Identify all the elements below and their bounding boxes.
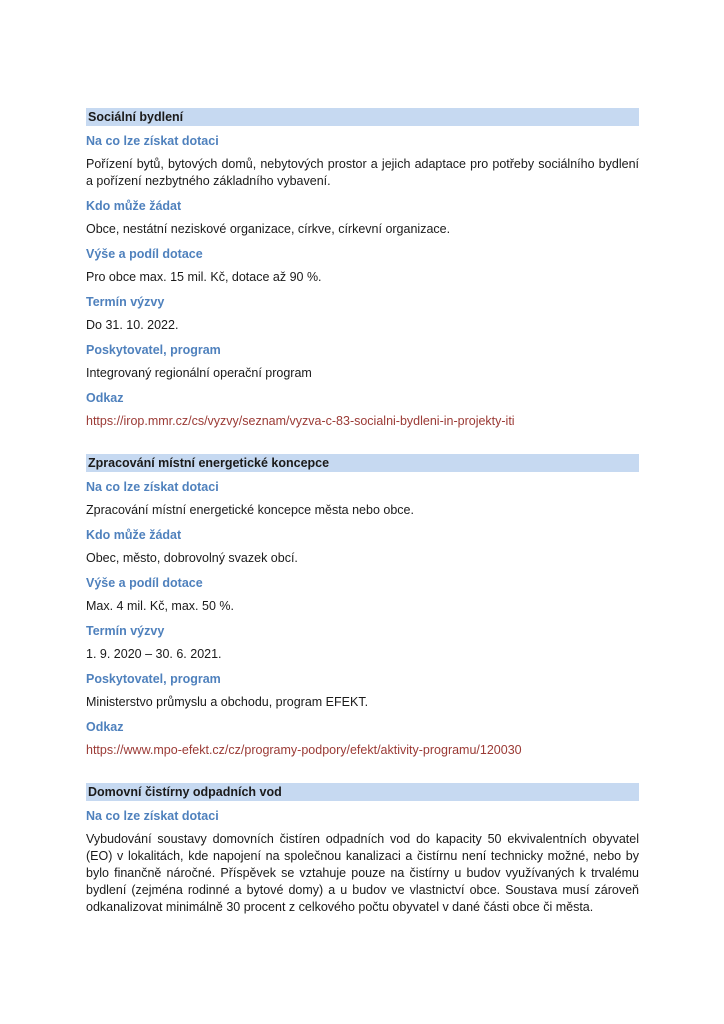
field-label-who: Kdo může žádat — [86, 199, 182, 213]
section-title: Domovní čistírny odpadních vod — [86, 783, 639, 801]
field-value-what: Vybudování soustavy domovních čistíren odpadních vod do kapacity 50 ekvivalentních obyvatel (EO) v lokalitách, kde napojení na společnou kanalizaci a čistírnu není technicky možné, nebo by bylo finančně náročné. Příspěvek se vztahuje pouze na čistírny u budov využívaných k trvalému bydlení (zejména rodinné a bytové domy) a u budov ve vlastnictví obce. Soustava musí zároveň odkanalizovat minimálně 30 procent z celkového počtu obyvatel v dané části obce či města. — [86, 832, 639, 914]
section-title: Zpracování místní energetické koncepce — [86, 454, 639, 472]
grant-section-energy-concept — [86, 454, 639, 759]
field-label-what: Na co lze získat dotaci — [86, 480, 219, 494]
field-value-what: Zpracování místní energetické koncepce města nebo obce. — [86, 503, 414, 517]
document-page — [86, 108, 639, 940]
field-value-amount: Max. 4 mil. Kč, max. 50 %. — [86, 599, 234, 613]
field-value-amount: Pro obce max. 15 mil. Kč, dotace až 90 %. — [86, 270, 322, 284]
field-label-deadline: Termín výzvy — [86, 624, 165, 638]
field-label-what: Na co lze získat dotaci — [86, 809, 219, 823]
section-title: Sociální bydlení — [86, 108, 639, 126]
field-label-link: Odkaz — [86, 720, 124, 734]
field-value-what: Pořízení bytů, bytových domů, nebytových prostor a jejich adaptace pro potřeby sociálního bydlení a pořízení nezbytného základního vybavení. — [86, 157, 639, 188]
field-value-provider: Integrovaný regionální operační program — [86, 366, 312, 380]
field-label-what: Na co lze získat dotaci — [86, 134, 219, 148]
field-value-who: Obce, nestátní neziskové organizace, církve, církevní organizace. — [86, 222, 451, 236]
link-url[interactable]: https://irop.mmr.cz/cs/vyzvy/seznam/vyzva-c-83-socialni-bydleni-in-projekty-iti — [86, 414, 515, 428]
field-label-amount: Výše a podíl dotace — [86, 576, 203, 590]
field-label-provider: Poskytovatel, program — [86, 672, 221, 686]
field-value-provider: Ministerstvo průmyslu a obchodu, program EFEKT. — [86, 695, 369, 709]
field-label-link: Odkaz — [86, 391, 124, 405]
field-label-provider: Poskytovatel, program — [86, 343, 221, 357]
field-label-deadline: Termín výzvy — [86, 295, 165, 309]
field-label-who: Kdo může žádat — [86, 528, 182, 542]
grant-section-social-housing — [86, 108, 639, 430]
field-value-who: Obec, město, dobrovolný svazek obcí. — [86, 551, 298, 565]
field-label-amount: Výše a podíl dotace — [86, 247, 203, 261]
grant-section-wastewater — [86, 783, 639, 916]
field-value-deadline: 1. 9. 2020 – 30. 6. 2021. — [86, 647, 222, 661]
field-value-deadline: Do 31. 10. 2022. — [86, 318, 179, 332]
link-url[interactable]: https://www.mpo-efekt.cz/cz/programy-podpory/efekt/aktivity-programu/120030 — [86, 743, 522, 757]
